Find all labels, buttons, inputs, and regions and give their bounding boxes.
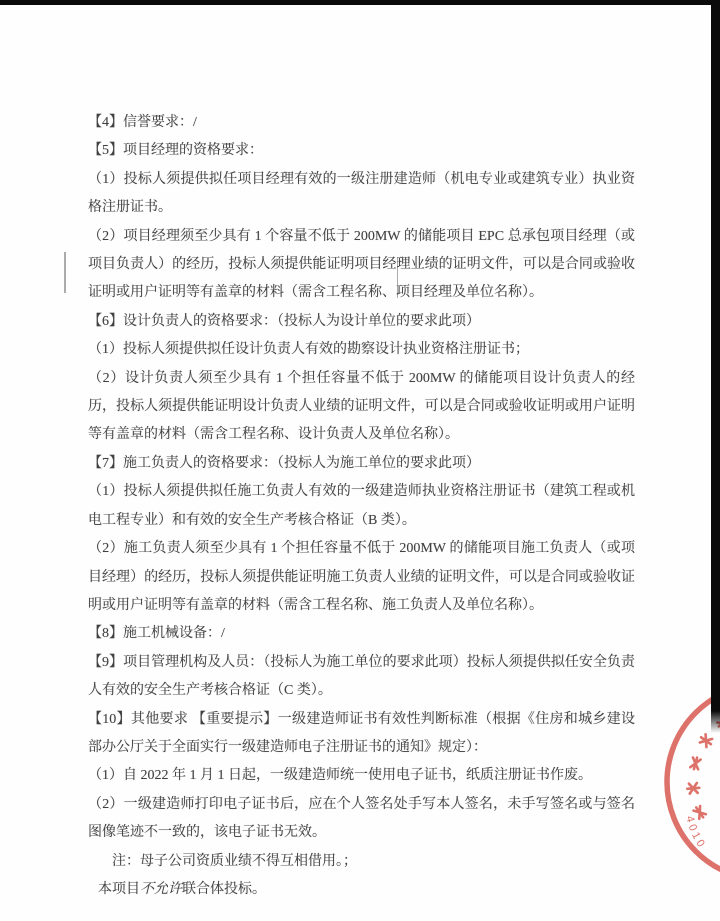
paragraph: （2）施工负责人须至少具有 1 个担任容量不低于 200MW 的储能项目施工负责人（或项目经理）的经历，投标人须提供能证明施工负责人业绩的证明文件，可以是合同或验收证明或用户证明等有盖章的材料（需含工程名称、施工负责人及单位名称）。 — [88, 541, 635, 613]
paragraph: 【6】设计负责人的资格要求：（投标人为设计单位的要求此项） — [88, 313, 480, 329]
paragraph: 【10】其他要求 【重要提示】一级建造师证书有效性判断标准（根据《住房和城乡建设部办公厅关于全面实行一级建造师电子注册证书的通知》规定）： — [88, 711, 635, 755]
scan-artifact-line-left — [64, 252, 66, 293]
scan-edge-right — [711, 0, 720, 733]
seal-star — [710, 726, 720, 830]
paragraph: 【5】项目经理的资格要求： — [88, 143, 263, 159]
seal-digits: 4010 — [683, 814, 709, 852]
text-run: 联合体投标。 — [182, 881, 266, 897]
paragraph: （1）投标人须提供拟任设计负责人有效的勘察设计执业资格注册证书； — [88, 342, 529, 358]
paragraph: （2）设计负责人须至少具有 1 个担任容量不低于 200MW 的储能项目设计负责人的经历，投标人须提供能证明设计负责人业绩的证明文件，可以是合同或验收证明或用户证明等有盖章的材料（需含工程名称、设计负责人及单位名称）。 — [88, 370, 635, 443]
paragraph: 注：母子公司资质业绩不得互相借用。； — [112, 853, 357, 869]
official-seal — [645, 660, 720, 905]
emphasized-text: 不允许 — [140, 881, 182, 897]
scan-edge-top — [0, 0, 720, 5]
paragraph: 【7】施工负责人的资格要求：（投标人为施工单位的要求此项） — [88, 455, 480, 471]
official-seal-graphic — [645, 660, 720, 905]
paragraph: （1）投标人须提供拟任项目经理有效的一级注册建造师（机电专业或建筑专业）执业资格注册证书。 — [88, 171, 635, 216]
paragraph: （2）项目经理须至少具有 1 个容量不低于 200MW 的储能项目 EPC 总承包项目经理（或项目负责人）的经历，投标人须提供能证明项目经理业绩的证明文件，可以是合同或验收证明或用户证明等有盖章的材料（需含工程名称、项目经理及单位名称）。 — [88, 228, 635, 301]
paragraph — [88, 876, 635, 904]
text-run: 本项目 — [98, 881, 140, 897]
paragraph: 【4】信誉要求：/ — [88, 115, 197, 130]
paragraph: 【9】项目管理机构及人员：（投标人为施工单位的要求此项）投标人须提供拟任安全负责人有效的安全生产考核合格证（C 类）。 — [88, 654, 635, 699]
paragraph: 【8】施工机械设备：/ — [88, 626, 225, 642]
paragraph: （2）一级建造师打印电子证书后，应在个人签名处手写本人签名，未手写签名或与签名图像笔迹不一致的，该电子证书无效。 — [88, 796, 635, 841]
paragraph: （1）自 2022 年 1 月 1 日起，一级建造师统一使用电子证书，纸质注册证书作废。 — [88, 768, 592, 784]
paragraph: （1）投标人须提供拟任施工负责人有效的一级建造师执业资格注册证书（建筑工程或机电工程专业）和有效的安全生产考核合格证（B 类）。 — [88, 484, 635, 528]
document-paragraphs — [88, 109, 635, 904]
